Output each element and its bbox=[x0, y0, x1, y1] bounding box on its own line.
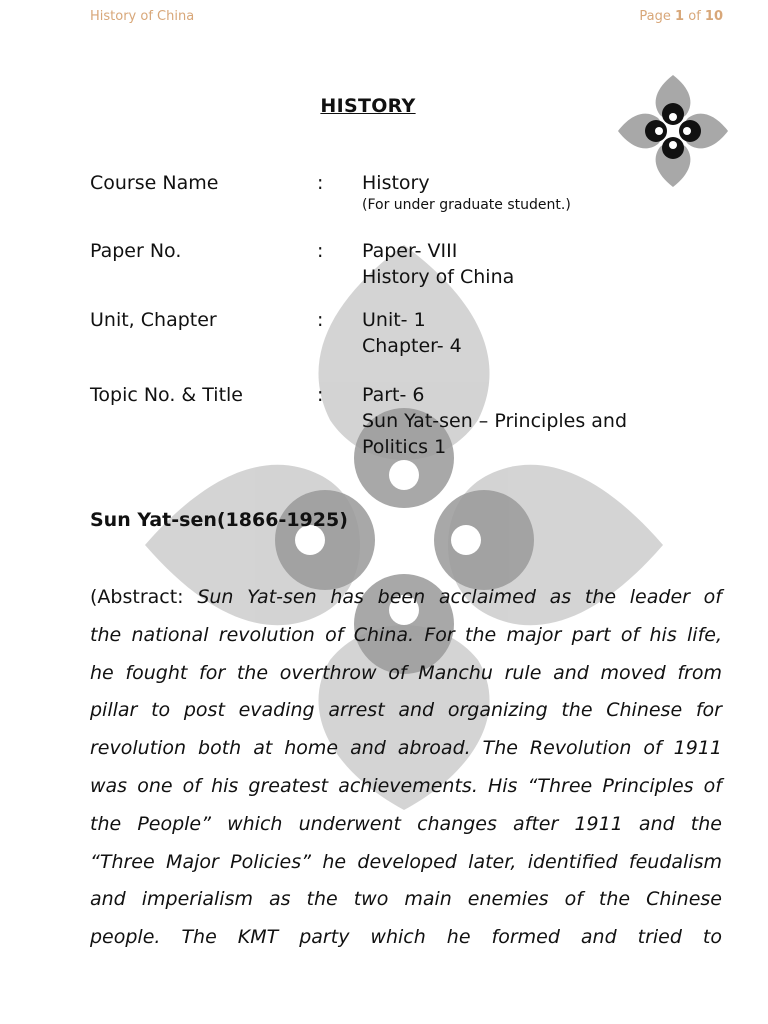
paper-no-value bbox=[362, 238, 514, 290]
course-name-value bbox=[362, 170, 571, 214]
abstract-line: and imperialism as the two main enemies of the Chinese bbox=[90, 888, 722, 911]
topic-line-1: Part- 6 bbox=[362, 384, 425, 406]
running-header-title: History of China bbox=[90, 9, 195, 24]
topic-line-2: Sun Yat-sen – Principles and bbox=[362, 410, 628, 432]
course-note: (For under graduate student.) bbox=[362, 197, 571, 213]
abstract-line: was one of his greatest achievements. His “Three Principles of bbox=[90, 774, 722, 797]
topic-line-3: Politics 1 bbox=[362, 436, 447, 458]
row-colon: : bbox=[317, 240, 324, 262]
page-total: 10 bbox=[704, 9, 723, 24]
abstract-line bbox=[90, 579, 722, 617]
abstract-line-text: Sun Yat-sen has been acclaimed as the leader of bbox=[197, 586, 722, 608]
document-title: HISTORY bbox=[320, 95, 416, 117]
paper-no-label: Paper No. bbox=[90, 240, 182, 262]
chapter-line: Chapter- 4 bbox=[362, 335, 462, 357]
abstract-line: he fought for the overthrow of Manchu rule and moved from bbox=[90, 661, 722, 684]
abstract-line: pillar to post evading arrest and organizing the Chinese for bbox=[90, 699, 722, 722]
unit-chapter-value bbox=[362, 307, 462, 359]
abstract-line: revolution both at home and abroad. The Revolution of 1911 bbox=[90, 737, 722, 760]
paper-no-line-2: History of China bbox=[362, 266, 515, 288]
row-colon: : bbox=[317, 384, 324, 406]
abstract-line: people. The KMT party which he formed and tried to bbox=[90, 926, 722, 949]
row-colon: : bbox=[317, 309, 324, 331]
abstract-lead: (Abstract: bbox=[90, 586, 184, 608]
topic-value bbox=[362, 382, 627, 460]
page-current: 1 bbox=[675, 9, 685, 24]
section-heading: Sun Yat-sen(1866-1925) bbox=[90, 509, 348, 531]
abstract-line: the People” which underwent changes after 1911 and the bbox=[90, 812, 722, 835]
page-prefix: Page bbox=[639, 9, 671, 24]
institution-logo-icon bbox=[616, 73, 730, 189]
course-name-text: History bbox=[362, 172, 430, 194]
abstract-line: the national revolution of China. For the major part of his life, bbox=[90, 623, 722, 646]
abstract-paragraph bbox=[90, 579, 722, 957]
page-of: of bbox=[688, 9, 701, 24]
topic-label: Topic No. & Title bbox=[90, 384, 243, 406]
course-name-label: Course Name bbox=[90, 172, 219, 194]
paper-no-line-1: Paper- VIII bbox=[362, 240, 458, 262]
row-colon: : bbox=[317, 172, 324, 194]
page-number bbox=[639, 9, 723, 24]
unit-chapter-label: Unit, Chapter bbox=[90, 309, 217, 331]
unit-line: Unit- 1 bbox=[362, 309, 426, 331]
abstract-line: “Three Major Policies” he developed later, identified feudalism bbox=[90, 850, 722, 873]
